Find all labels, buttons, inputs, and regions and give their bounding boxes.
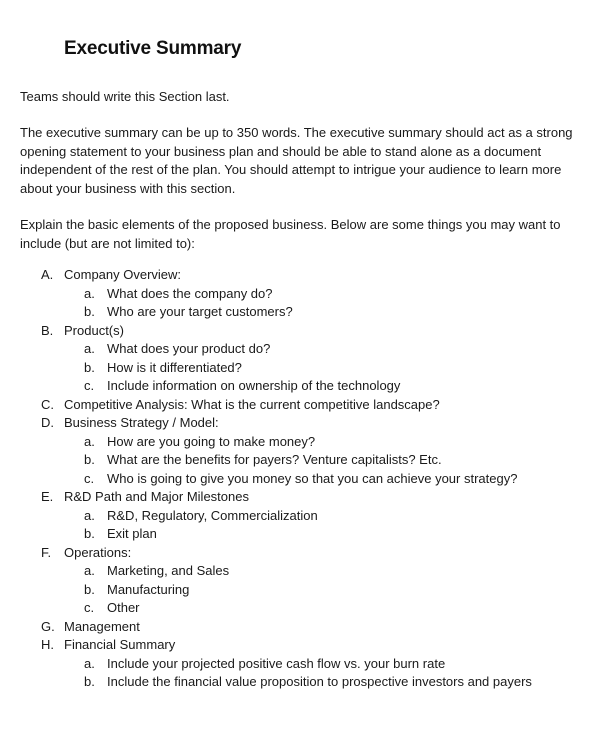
outline-subitem-text: How is it differentiated? [107, 359, 242, 375]
outline-subitem-text: Marketing, and Sales [107, 563, 230, 578]
outline-list [0, 266, 600, 692]
outline-subitem [0, 470, 600, 489]
outline-subitem-marker: b. [84, 304, 95, 319]
outline-subitem-text: Exit plan [107, 526, 157, 541]
outline-subitem-marker: a. [84, 507, 95, 523]
outline-subitem-marker: c. [84, 470, 95, 486]
outline-item-marker: G. [41, 618, 55, 634]
outline-subitem-marker: a. [84, 433, 95, 449]
outline-item-marker: E. [41, 489, 54, 504]
outline-subitem [0, 581, 600, 600]
outline-subitem-marker: a. [84, 655, 95, 671]
outline-subitem-marker: a. [84, 341, 95, 356]
outline-subitem [0, 303, 600, 322]
outline-subitem [0, 525, 600, 544]
outline-item-marker: D. [41, 415, 54, 430]
outline-subitem [0, 673, 600, 692]
outline-subitem [0, 285, 600, 304]
intro-paragraph: Teams should write this Section last. [20, 89, 230, 104]
outline-item [0, 322, 600, 341]
outline-subitem-text: Other [107, 600, 140, 615]
outline-subitem-marker: b. [84, 674, 95, 689]
outline-subitem-text: What does the company do? [107, 285, 273, 301]
outline-item-marker: B. [41, 322, 54, 338]
outline-subitem [0, 562, 600, 581]
outline-item-text: Competitive Analysis: What is the current competitive landscape? [64, 396, 440, 412]
outline-subitem-marker: c. [84, 600, 95, 615]
outline-subitem-marker: b. [84, 452, 95, 467]
outline-subitem [0, 359, 600, 378]
outline-item [0, 636, 600, 655]
outline-item-marker: F. [41, 544, 52, 560]
outline-item-text: Management [64, 618, 140, 634]
outline-item-text: Business Strategy / Model: [64, 415, 219, 430]
outline-subitem-marker: b. [84, 581, 95, 597]
outline-subitem-text: Include your projected positive cash flow vs. your burn rate [107, 655, 446, 671]
outline-item [0, 414, 600, 433]
outline-item [0, 488, 600, 507]
outline-item [0, 266, 600, 285]
document-title: Executive Summary [64, 38, 242, 59]
outline-subitem [0, 507, 600, 526]
outline-subitem [0, 340, 600, 359]
outline-item-text: Product(s) [64, 322, 124, 338]
outline-subitem [0, 451, 600, 470]
outline-subitem-text: Include the financial value proposition to prospective investors and payers [107, 674, 532, 689]
outline-item-text: R&D Path and Major Milestones [64, 489, 249, 504]
outline-subitem-marker: c. [84, 378, 95, 393]
outline-item-text: Financial Summary [64, 637, 176, 652]
outline-subitem-marker: a. [84, 285, 95, 301]
outline-subitem-text: Who is going to give you money so that you can achieve your strategy? [107, 470, 518, 486]
outline-item-text: Company Overview: [64, 267, 182, 282]
outline-subitem-text: What are the benefits for payers? Venture capitalists? Etc. [107, 452, 442, 467]
outline-subitem-text: What does your product do? [107, 341, 271, 356]
word-limit-paragraph: The executive summary can be up to 350 words. The executive summary should act as a strong opening statement to your business plan and should be able to stand alone as a document independent of the rest of the plan. You should attempt to intrigue your audience to learn more about your business with this section. [20, 125, 573, 196]
outline-subitem [0, 655, 600, 674]
outline-item-text: Operations: [64, 544, 132, 560]
outline-subitem-marker: a. [84, 563, 95, 578]
outline-item-marker: C. [41, 396, 54, 412]
outline-subitem [0, 433, 600, 452]
outline-subitem-text: How are you going to make money? [107, 433, 316, 449]
instructions-paragraph: Explain the basic elements of the proposed business. Below are some things you may want to include (but are not limited to): [20, 217, 561, 251]
outline-item-marker: A. [41, 267, 54, 282]
outline-subitem [0, 599, 600, 618]
outline-subitem-marker: b. [84, 359, 95, 375]
outline-subitem-text: Include information on ownership of the technology [107, 378, 401, 393]
outline-subitem-marker: b. [84, 526, 95, 541]
outline-item [0, 396, 600, 415]
outline-subitem-text: Manufacturing [107, 581, 190, 597]
outline-item-marker: H. [41, 637, 54, 652]
outline-subitem-text: R&D, Regulatory, Commercialization [107, 507, 318, 523]
outline-item [0, 544, 600, 563]
outline-item [0, 618, 600, 637]
outline-subitem-text: Who are your target customers? [107, 304, 293, 319]
outline-subitem [0, 377, 600, 396]
